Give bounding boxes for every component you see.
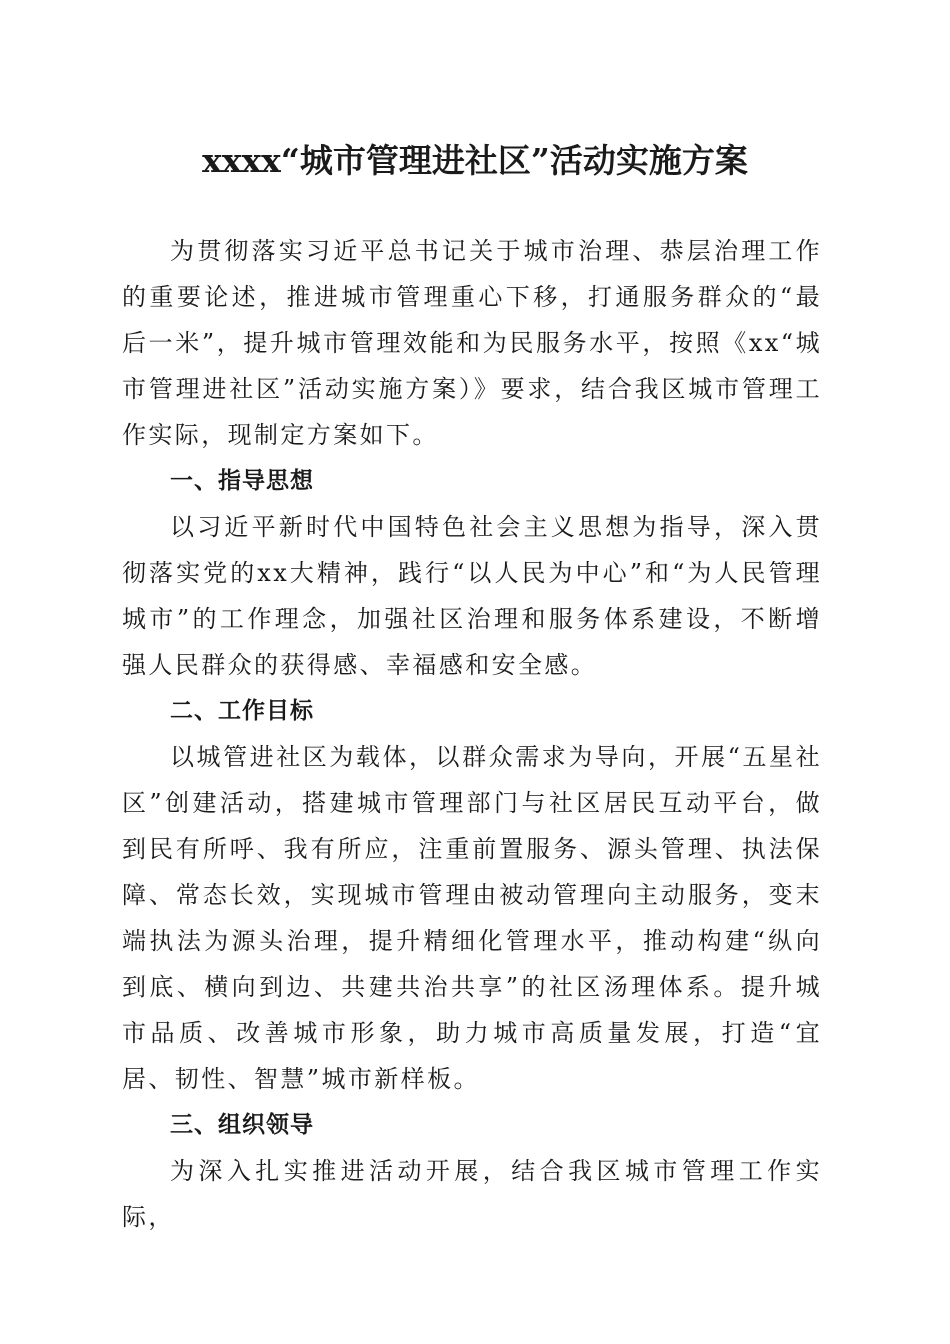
section-heading-work-goals: 二、工作目标 (170, 698, 314, 724)
section-heading-guiding-thought: 一、指导思想 (170, 468, 314, 494)
section-body-organization: 为深入扎实推进活动开展，结合我区城市管理工作实际， (122, 1157, 822, 1231)
document-title: xxxx“城市管理进社区”活动实施方案 (202, 141, 748, 180)
document-body (122, 228, 822, 1240)
intro-paragraph: 为贯彻落实习近平总书记关于城市治理、恭层治理工作的重要论述，推进城市管理重心下移，打通服务群众的“最后一米”，提升城市管理效能和为民服务水平，按照《xx“城市管理进社区”活动实施方案）》要求，结合我区城市管理工作实际，现制定方案如下。 (122, 237, 822, 449)
section-heading-organization: 三、组织领导 (170, 1112, 314, 1138)
section-body-work-goals: 以城管进社区为载体，以群众需求为导向，开展“五星社区”创建活动，搭建城市管理部门与社区居民互动平台，做到民有所呼、我有所应，注重前置服务、源头管理、执法保障、常态长效，实现城市管理由被动管理向主动服务，变末端执法为源头治理，提升精细化管理水平，推动构建“纵向到底、横向到边、共建共治共享”的社区汤理体系。提升城市品质、改善城市形象，助力城市高质量发展，打造“宜居、韧性、智慧”城市新样板。 (122, 743, 822, 1093)
section-body-guiding-thought: 以习近平新时代中国特色社会主义思想为指导，深入贯彻落实党的xx大精神，践行“以人民为中心”和“为人民管理城市”的工作理念，加强社区治理和服务体系建设，不断增强人民群众的获得感、幸福感和安全感。 (122, 513, 822, 679)
